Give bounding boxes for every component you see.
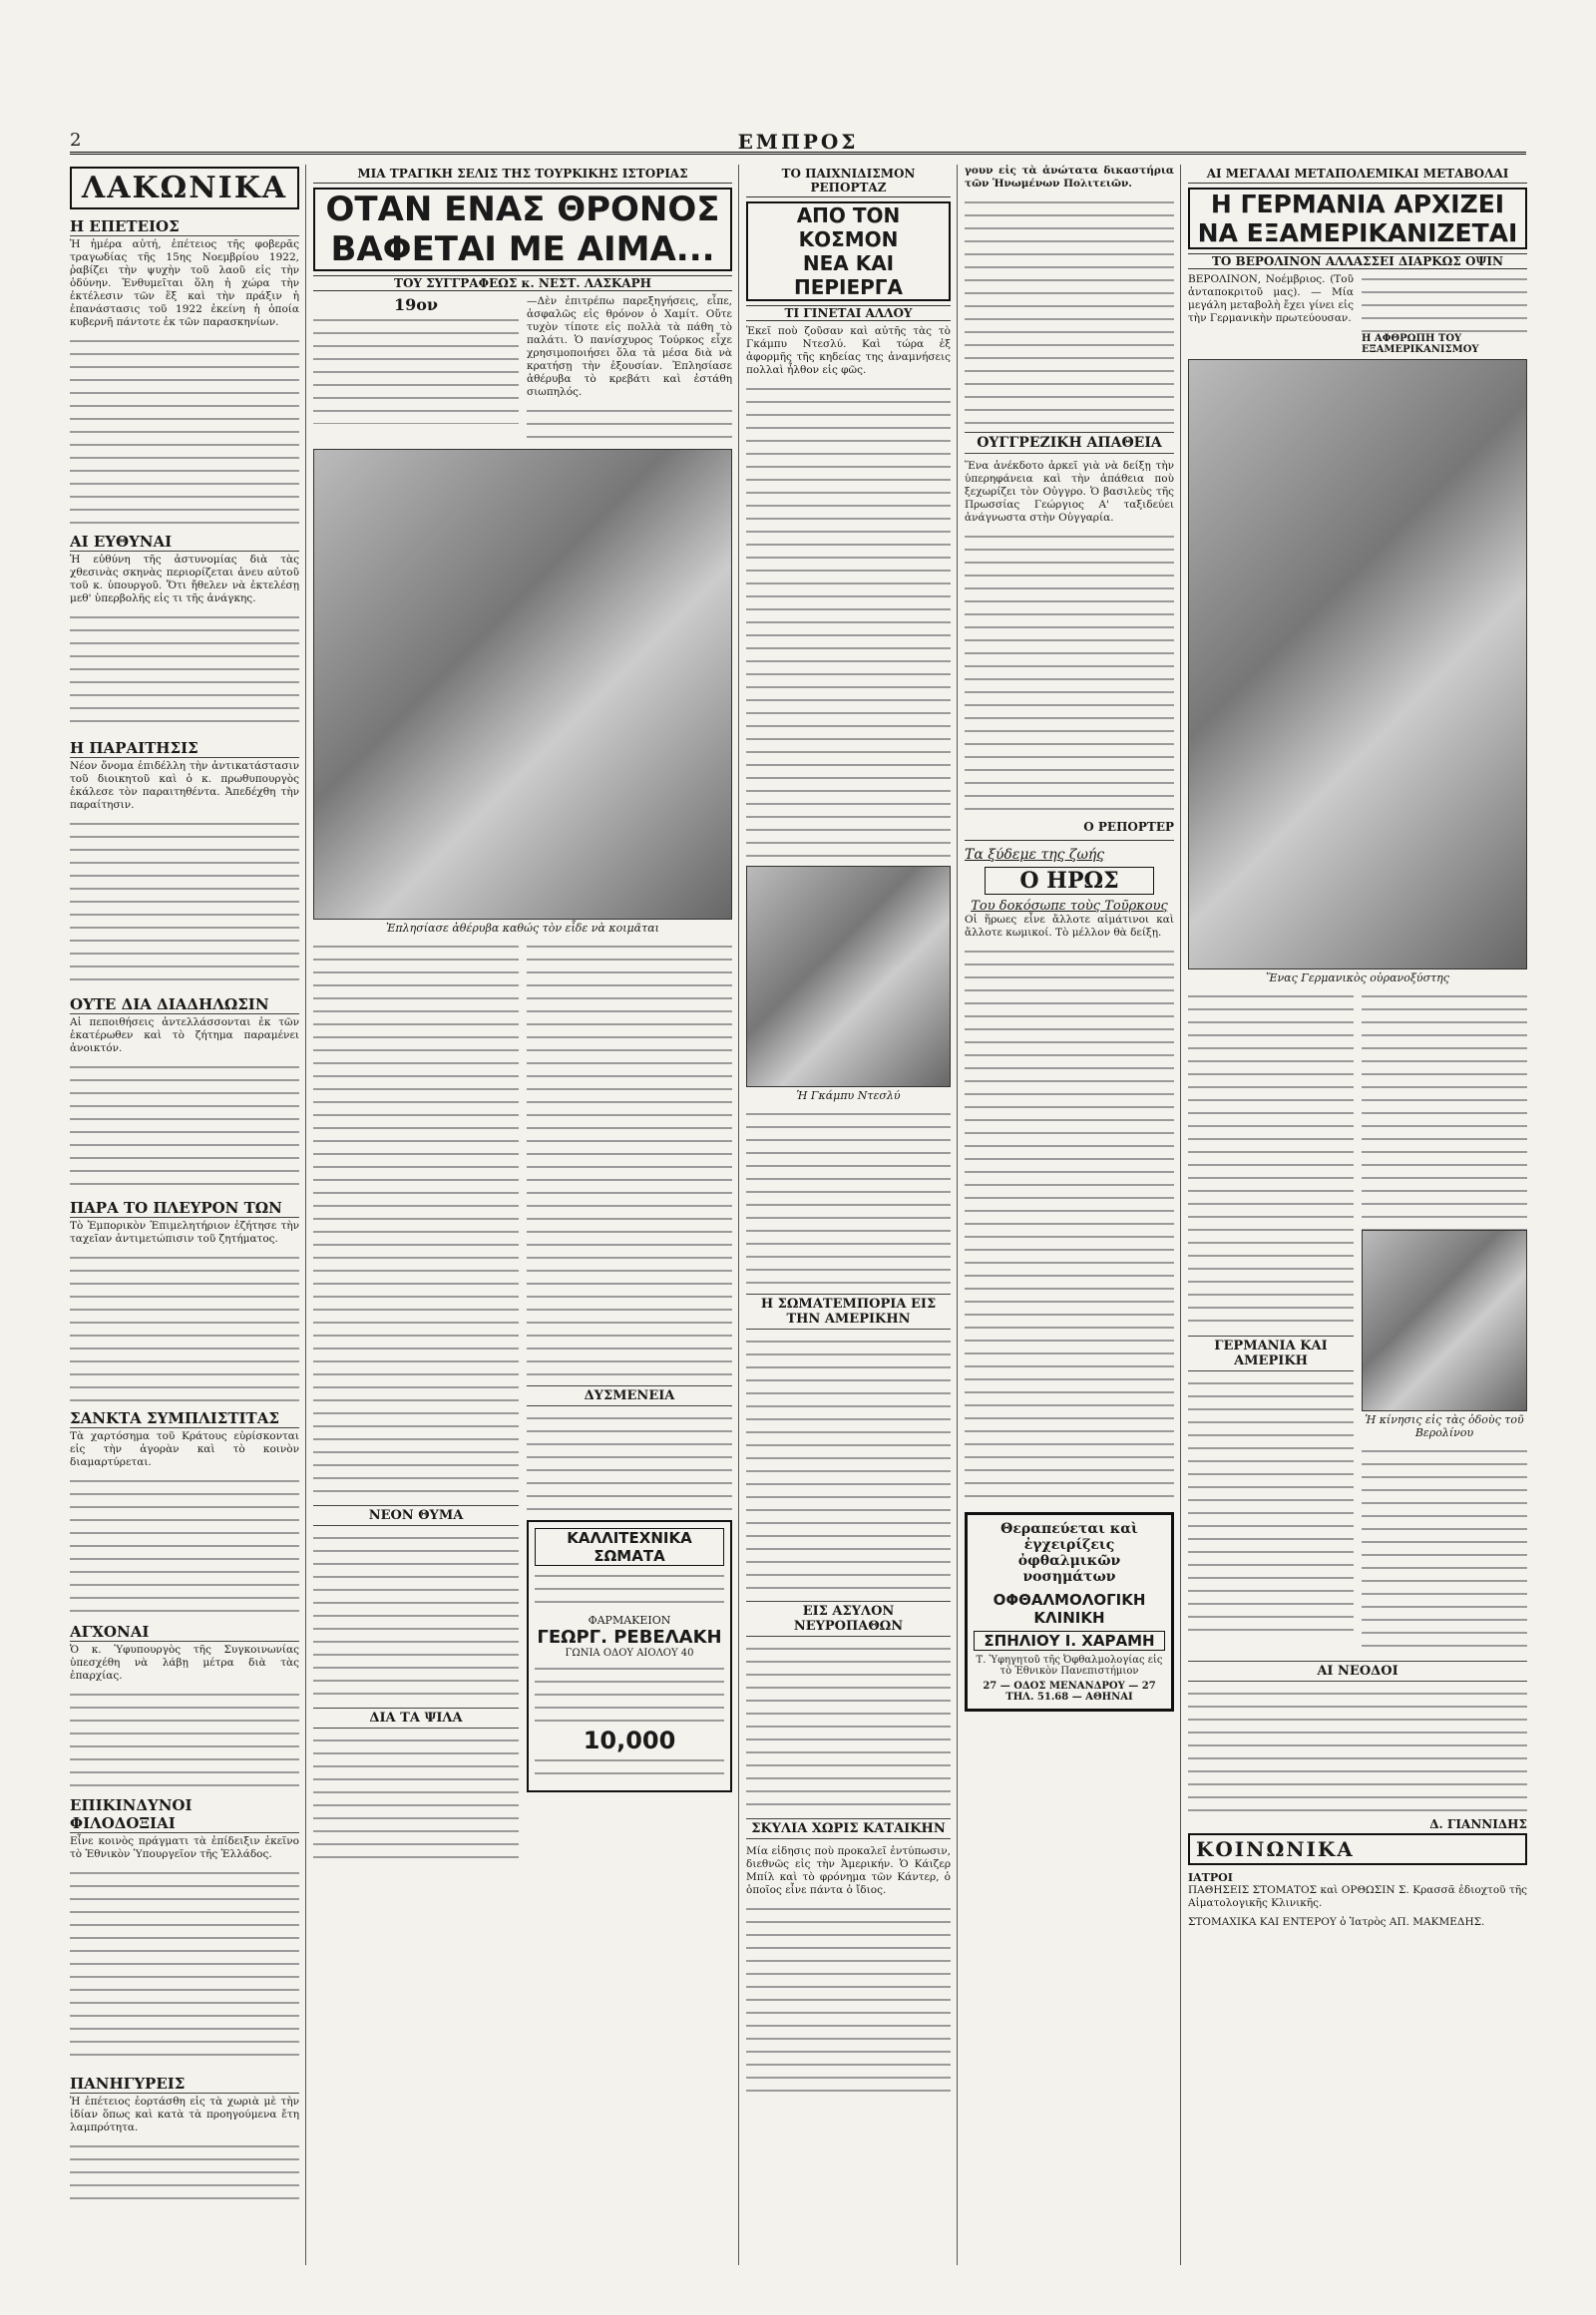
text-block (1362, 273, 1527, 333)
item-text: Ὁ κ. Ὑφυπουργὸς τῆς Συγκοινωνίας ὑπεσχέθη νὰ λάβῃ μέτρα διὰ τὰς ἐπαρχίας. (70, 1644, 299, 1682)
text-block (535, 1754, 724, 1784)
ad-name: ΣΠΗΛΙΟΥ Ι. ΧΑΡΑΜΗ (974, 1631, 1165, 1651)
text-block (70, 1061, 299, 1191)
signature: Ο ΡΕΠΟΡΤΕΡ (1083, 820, 1174, 834)
column-throne-story (313, 165, 732, 2265)
social-text: ΠΑΘΗΣΕΙΣ ΣΤΟΜΑΤΟΣ καὶ ΟΡΘΩΣΙΝ Σ. Κρασσᾶ ἐδιοχτοῦ τῆς Αἱματολογικῆς Κλινικῆς. (1188, 1884, 1527, 1909)
ad-line: Θεραπεύεται καὶ ἐγχειρίζεις ὀφθαλμικῶν νοσημάτων (1000, 1521, 1138, 1585)
continued-text: γουν εἰς τὰ ἀνώτατα δικαστήρια τῶν Ἡνωμένων Πολιτειῶν. (965, 165, 1174, 190)
column-lakonika (70, 165, 299, 2265)
text-block (70, 1689, 299, 1788)
advertisement-clinic (965, 1512, 1174, 1712)
text-block (1188, 1688, 1527, 1817)
subhead-somatemporia: Η ΣΩΜΑΤΕΜΠΟΡΙΑ ΕΙΣ ΤΗΝ ΑΜΕΡΙΚΗΝ (746, 1294, 951, 1330)
item-text: Ἡ εὐθύνη τῆς ἀστυνομίας διὰ τὰς χθεσινὰς σκηνὰς περιορίζεται ἀνευ αὐτοῦ τοῦ κ. ὑπουργοῦ. Ὅτι ἤθελεν νὰ ἐκτελέσῃ μεθ' ὑπερβολῆς εἰς τι τῆς ἀνάγκης. (70, 554, 299, 604)
text-block (746, 1643, 951, 1812)
image-caption: Ἡ Γκάμπυ Ντεσλύ (796, 1089, 901, 1102)
text-block (965, 531, 1174, 820)
illustration-image (313, 449, 732, 920)
masthead (70, 130, 1526, 155)
kicker: ΑΙ ΜΕΓΑΛΑΙ ΜΕΤΑΠΟΛΕΜΙΚΑΙ ΜΕΤΑΒΟΛΑΙ (1188, 165, 1527, 184)
section-koinonika: ΚΟΙΝΩΝΙΚΑ (1188, 1833, 1527, 1865)
item-title: ΣΑΝΚΤΑ ΣΥΜΠΛΙΣΤΙΤΑΣ (70, 1409, 299, 1428)
signature: Δ. ΓΙΑΝΝΙΔΗΣ (1429, 1817, 1527, 1831)
paper-name: ΕΜΠΡΟΣ (737, 130, 859, 154)
text-block (1188, 990, 1354, 1330)
item-title: ΑΓΧΟΝΑΙ (70, 1623, 299, 1642)
text-block (965, 196, 1174, 426)
side-subhead: Η ΑΦΘΡΩΠΗ ΤΟΥ ΕΞΑΜΕΡΙΚΑΝΙΣΜΟΥ (1362, 333, 1479, 355)
column-divider (305, 165, 306, 2265)
ad-title: ΟΦΘΑΛΜΟΛΟΓΙΚΗ ΚΛΙΝΙΚΗ (993, 1591, 1146, 1627)
subhead-psila: ΔΙΑ ΤΑ ΨΙΛΑ (313, 1708, 519, 1729)
headline-line: ΒΑΦΕΤΑΙ ΜΕ ΑΙΜΑ... (330, 229, 715, 269)
headline (313, 188, 732, 271)
text-block (313, 941, 519, 1499)
text-block (70, 2140, 299, 2200)
article-body: —Δὲν ἐπιτρέπω παρεξηγήσεις, εἶπε, ἀσφαλῶς εἰς θρόνον ὁ Χαμίτ. Οὔτε τυχὸν τίποτε εἰς πολλὰ τὰ πάθη τὸ παλάτι. Ὁ πανίσχυρος Τούρκος εἶχε χρησιμοποιήσει ὅλα τὰ μέσα διὰ νὰ κρατήσῃ τὴν ἐξουσίαν. Ἐπλησίασε ἀθέρυβα τὸ κρεβάτι καὶ ἐστάθη σιωπηλός. (527, 295, 732, 398)
text-block (527, 1412, 732, 1512)
subhead-neon-thyma: ΝΕΟΝ ΘΥΜΑ (313, 1505, 519, 1526)
text-block (313, 1532, 519, 1702)
image-caption: Ἡ κίνησις εἰς τὰς ὁδοὺς τοῦ Βερολίνου (1365, 1413, 1524, 1439)
byline: ΤΟΥ ΣΥΓΓΡΑΦΕΩΣ κ. ΝΕΣΤ. ΛΑΣΚΑΡΗ (313, 275, 732, 291)
ad-price: 10,000 (583, 1727, 676, 1754)
headline-line: ΝΑ ΕΞΑΜΕΡΙΚΑΝΙΖΕΤΑΙ (1197, 218, 1518, 247)
article-body: Ἕνα ἀνέκδοτο ἀρκεῖ γιὰ νὰ δείξῃ τὴν ὑπερηφάνεια καὶ τὴν ἀπάθεια ποὺ ξεχωρίζει τὸν Οὐγγρο. Ὁ βασιλεὺς τῆς Πρωσσίας Γεώργιος Α' ταξιδεύει ἀνάγνωστα στὴν Οὐγγαρία. (965, 460, 1174, 524)
subhead-asylon: ΕΙΣ ΑΣΥΛΟΝ ΝΕΥΡΟΠΑΘΩΝ (746, 1601, 951, 1637)
text-block (70, 818, 299, 987)
text-block (746, 383, 951, 862)
article-body: Ἐκεῖ ποὺ ζοῦσαν καὶ αὐτῆς τὰς τὸ Γκάμπυ Ντεσλύ. Καὶ τώρα ἐξ ἀφορμῆς τῆς κηδείας της ἀναμνήσεις πολλαὶ ἦλθον εἰς φῶς. (746, 325, 951, 376)
item-title: Η ΠΑΡΑΙΤΗΣΙΣ (70, 739, 299, 758)
subhead-neodoi: ΑΙ ΝΕΟΔΟΙ (1188, 1661, 1527, 1682)
item-text: Ἡ ἡμέρα αὐτή, ἐπέτειος τῆς φοβερᾶς τραγωδίας τῆς 15ης Νοεμβρίου 1922, ῥαβίζει τὴν ψυχὴν τοῦ λαοῦ εἰς τὴν ὀδύνην. Ἐνθυμεῖται ὅλη ἡ χώρα τὴν ἐκτέλεσιν τῶν ἕξ καὶ τὴν πράξιν ἡ ἐπανάστασις τοῦ 1922 ἐκείνη ἡ ὁποία κυβερνῆ πάντοτε ἐκ τῶν παρασκηνίων. (70, 238, 299, 328)
street-image (1362, 1230, 1527, 1411)
kicker: ΜΙΑ ΤΡΑΓΙΚΗ ΣΕΛΙΣ ΤΗΣ ΤΟΥΡΚΙΚΗΣ ΙΣΤΟΡΙΑΣ (313, 165, 732, 184)
ad-phone: ΤΗΛ. 51.68 — ΑΘΗΝΑΙ (1005, 1692, 1133, 1703)
headline (746, 201, 951, 301)
text-block (746, 1108, 951, 1288)
portrait-image (746, 866, 951, 1087)
divider (965, 840, 1174, 841)
ad-label: ΦΑΡΜΑΚΕΙΟΝ (588, 1614, 671, 1627)
subhead-apatheia: ΟΥΓΓΡΕΖΙΚΗ ΑΠΑΘΕΙΑ (965, 432, 1174, 454)
subhead-dysmeneia: ΔΥΣΜΕΝΕΙΑ (527, 1385, 732, 1406)
ad-pharmacy-name: ΓΕΩΡΓ. ΡΕΒΕΛΑΚΗ (537, 1627, 722, 1648)
text-block (1362, 1445, 1527, 1655)
feature-subtitle: Του δοκόσωπε τοὺς Τοῦρκους (971, 899, 1168, 914)
text-block (535, 1570, 724, 1610)
subhead-skylia: ΣΚΥΛΙΑ ΧΩΡΙΣ ΚΑΤΑΙΚΗΝ (746, 1818, 951, 1839)
text-block (313, 314, 519, 424)
text-block (527, 941, 732, 1379)
feature-script: Τα ξύδεμε της ζωής (965, 847, 1105, 863)
text-block (313, 1735, 519, 1864)
item-title: ΠΑΝΗΓΥΡΕΙΣ (70, 2075, 299, 2094)
text-block (746, 1336, 951, 1595)
section-lakonika: ΛΑΚΩΝΙΚΑ (70, 167, 299, 209)
page-number: 2 (70, 130, 82, 151)
kicker: ΤΟ ΠΑΙΧΝΙΔΙΣΜΟΝ ΡΕΠΟΡΤΑΖ (746, 165, 951, 197)
column-divider (738, 165, 739, 2265)
text-block (1188, 1377, 1354, 1637)
item-title: ΑΙ ΕΥΘΥΝΑΙ (70, 533, 299, 552)
text-block (70, 611, 299, 731)
headline-line: ΑΠΟ ΤΟΝ ΚΟΣΜΟΝ (796, 203, 901, 251)
text-block (535, 1663, 724, 1723)
headline-line: ΟΤΑΝ ΕΝΑΣ ΘΡΟΝΟΣ (325, 190, 720, 229)
social-text: ΣΤΟΜΑΧΙΚΑ ΚΑΙ ΕΝΤΕΡΟΥ ὁ Ἰατρὸς ΑΠ. ΜΑΚΜΕΔΗΣ. (1188, 1916, 1485, 1928)
column-divider (1180, 165, 1181, 2265)
item-title: Η ΕΠΕΤΕΙΟΣ (70, 217, 299, 236)
subhead-germany-america: ΓΕΡΜΑΝΙΑ ΚΑΙ ΑΜΕΡΙΚΗ (1188, 1336, 1354, 1371)
social-label: ΙΑΤΡΟΙ (1188, 1871, 1233, 1884)
skyscraper-image (1188, 359, 1527, 969)
column-world-news (746, 165, 951, 2265)
text-block (965, 946, 1174, 1504)
text-block (1362, 990, 1527, 1230)
item-title: ΕΠΙΚΙΝΔΥΝΟΙ ΦΙΛΟΔΟΞΙΑΙ (70, 1796, 299, 1833)
item-text: Τὰ χαρτόσημα τοῦ Κράτους εὑρίσκονται εἰς τὴν ἀγορὰν καὶ τὸ κοινὸν διαμαρτύρεται. (70, 1430, 299, 1468)
text-block (70, 1252, 299, 1401)
item-text: Εἶνε κοινὸς πράγματι τὰ ἐπίδειξιν ἐκεῖνο τὸ Ἑθνικὸν Ὑπουργεῖον τῆς Ἑλλάδος. (70, 1835, 299, 1860)
chapter-number: 19ον (393, 295, 439, 314)
item-text: Τὸ Ἐμπορικὸν Ἐπιμελητήριον ἐζήτησε τὴν ταχεῖαν ἀντιμετώπισιν τοῦ ζητήματος. (70, 1220, 299, 1245)
text-block (527, 405, 732, 445)
ad-title: ΚΑΛΛΙΤΕΧΝΙΚΑ ΣΩΜΑΤΑ (535, 1528, 724, 1566)
text-block (70, 335, 299, 525)
article-body: Μία εἰδησις ποὺ προκαλεῖ ἐντύπωσιν, διεθνῶς εἰς τὴν Ἀμερικήν. Ὁ Κάιζερ Μπίλ καὶ τὸ φρόνημα τῶν Κάντερ, ὁ ὁποῖος εἶνε πάντα ὁ ἴδιος. (746, 1845, 951, 1896)
item-title: ΟΥΤΕ ΔΙΑ ΔΙΑΔΗΛΩΣΙΝ (70, 995, 299, 1014)
image-caption: Ἐπλησίασε ἀθέρυβα καθώς τὸν εἶδε νὰ κοιμᾶται (386, 922, 659, 935)
text-block (70, 1867, 299, 2067)
column-divider (957, 165, 958, 2265)
column-germany (1188, 165, 1527, 2265)
item-text: Νέον ὄνομα ἐπιδέλλη τὴν ἀντικατάστασιν τοῦ διοικητοῦ καὶ ὁ κ. πρωθυπουργὸς ἐκάλεσε τὸν παραιτηθέντα. Ἀπεδέχθη τὴν παραίτησιν. (70, 760, 299, 811)
item-title: ΠΑΡΑ ΤΟ ΠΛΕΥΡΟΝ ΤΩΝ (70, 1199, 299, 1218)
item-text: Ἡ ἐπέτειος ἐορτάσθη εἰς τὰ χωριὰ μὲ τὴν ἰδίαν ὅπως καὶ κατὰ τὰ προηγούμενα ἔτη λαμπρότητα. (70, 2096, 299, 2133)
byline: ΤΟ ΒΕΡΟΛΙΝΟΝ ΑΛΛΑΣΣΕΙ ΔΙΑΡΚΩΣ ΟΨΙΝ (1188, 253, 1527, 269)
text-block (746, 1903, 951, 2103)
headline-line: Η ΓΕΡΜΑΝΙΑ ΑΡΧΙΖΕΙ (1210, 190, 1505, 218)
text-block (70, 1475, 299, 1615)
ad-address: 27 — ΟΔΟΣ ΜΕΝΑΝΔΡΟΥ — 27 (983, 1681, 1156, 1692)
advertisement-pharmacy (527, 1520, 732, 1792)
article-body: ΒΕΡΟΛΙΝΟΝ, Νοέμβριος. (Τοῦ ἀνταποκριτοῦ μας). — Μία μεγάλη μεταβολὴ ἔχει γίνει εἰς τὴν Γερμανικὴν πρωτεύουσαν. (1188, 273, 1354, 324)
feature-title: Ο ΗΡΩΣ (985, 867, 1154, 895)
item-text: Αἱ πεποιθήσεις ἀντελλάσσονται ἐκ τῶν ἑκατέρωθεν καὶ τὸ ζήτημα παραμένει ἀνοικτόν. (70, 1016, 299, 1054)
column-hungarian (965, 165, 1174, 2265)
byline: ΤΙ ΓΙΝΕΤΑΙ ΑΛΛΟΥ (746, 305, 951, 321)
image-caption: Ἕνας Γερμανικὸς οὐρανοξύστης (1266, 971, 1449, 984)
ad-address: ΓΩΝΙΑ ΟΔΟΥ ΑΙΟΛΟΥ 40 (565, 1648, 694, 1659)
feature-body: Οἱ ἥρωες εἶνε ἄλλοτε αἰμάτινοι καὶ ἄλλοτε κωμικοί. Τὸ μέλλον θὰ δείξῃ. (965, 914, 1174, 939)
headline (1188, 188, 1527, 249)
ad-description: Τ. Ὑφηγητοῦ τῆς Ὀφθαλμολογίας εἰς τὸ Ἐθνικὸν Πανεπιστήμιον (976, 1655, 1163, 1677)
headline-line: ΝΕΑ ΚΑΙ ΠΕΡΙΕΡΓΑ (793, 251, 904, 299)
